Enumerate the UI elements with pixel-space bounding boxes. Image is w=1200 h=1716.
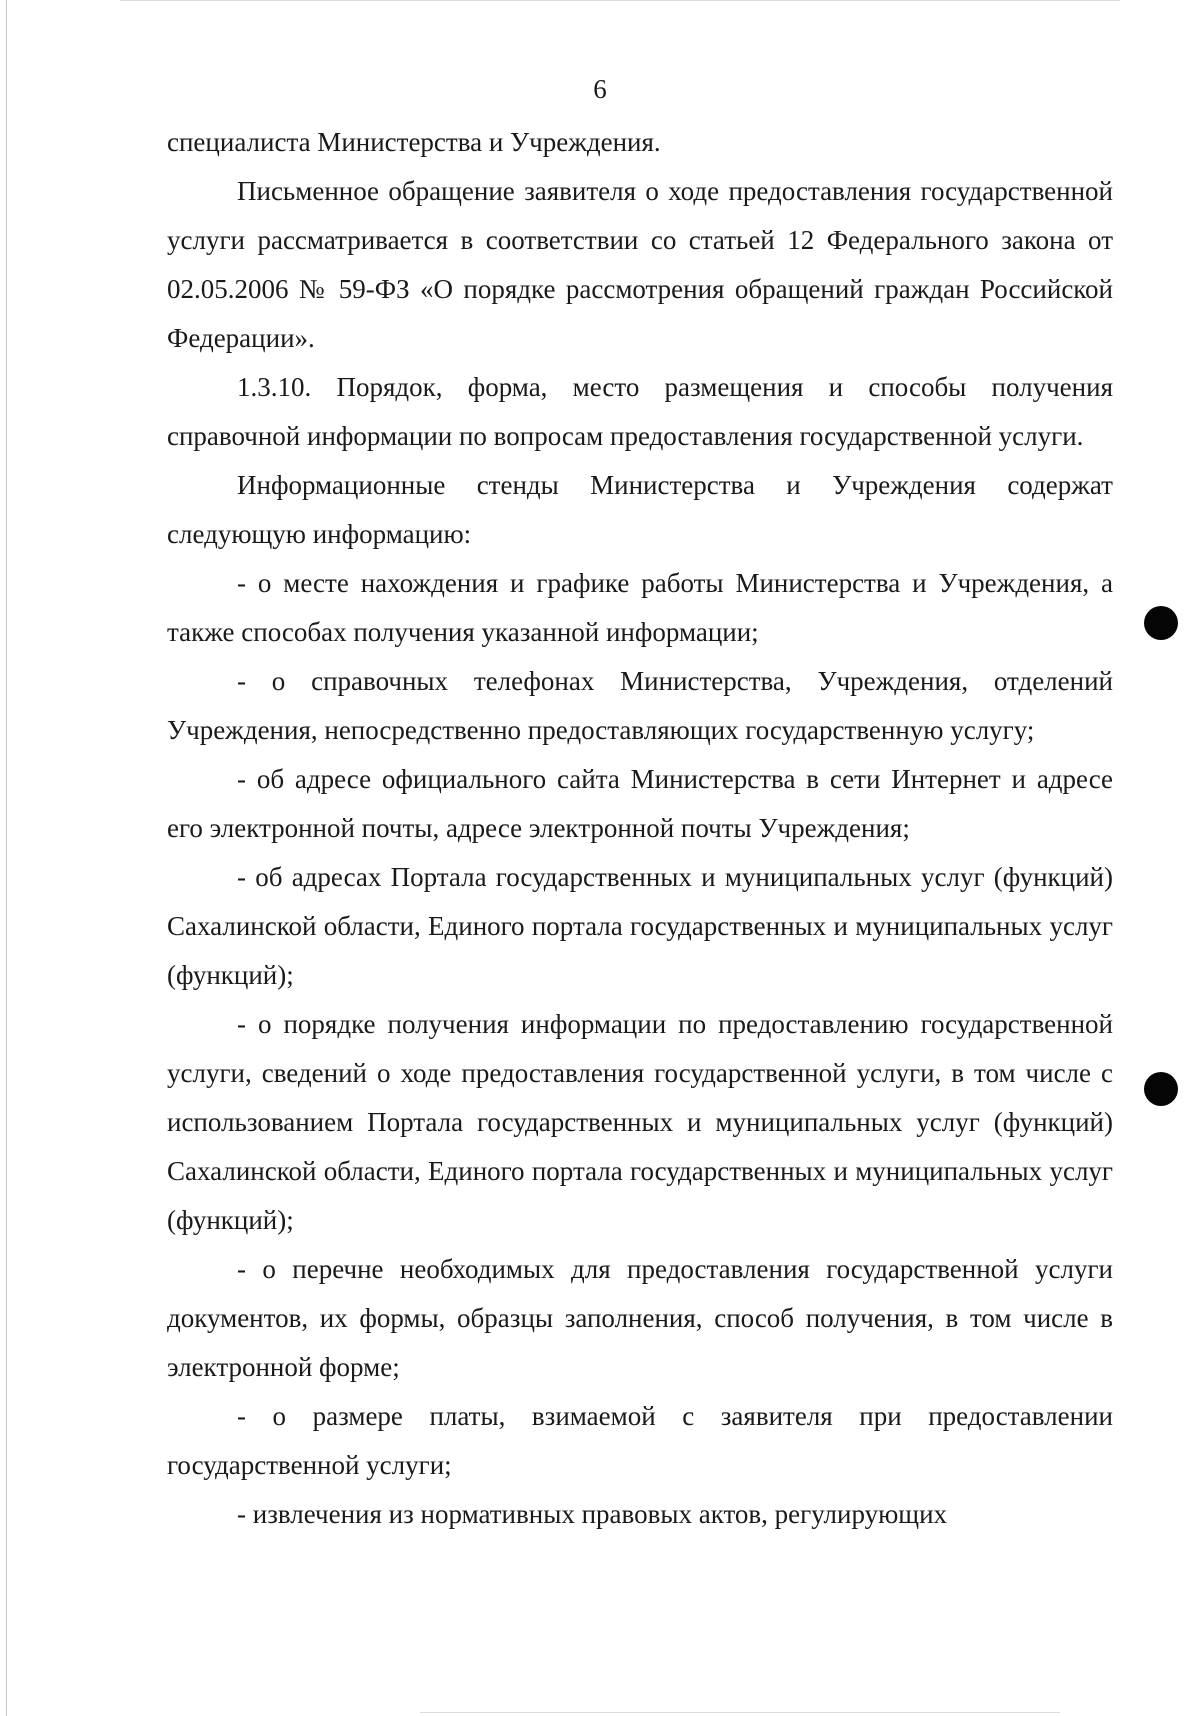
scan-bottom-line xyxy=(420,1712,1060,1713)
list-item-portals: - об адресах Портала государственных и муниципальных услуг (функций) Сахалинской области, Единого портала государственных и муниципальных услуг (функций); xyxy=(167,862,1113,990)
list-item-documents: - о перечне необходимых для предоставления государственной услуги документов, их формы, образцы заполнения, способ получения, в том числе в электронной форме; xyxy=(167,1254,1113,1382)
paragraph-section-1-3-10: 1.3.10. Порядок, форма, место размещения и способы получения справочной информации по вопросам предоставления государственной услуги. xyxy=(167,372,1113,451)
paragraph-continuation: специалиста Министерства и Учреждения. xyxy=(167,127,661,157)
list-item-info-procedure: - о порядке получения информации по предоставлению государственной услуги, сведений о ходе предоставления государственной услуги, в том числе с использованием Портала государственных и муниципальных услуг (функций) Сахалинской области, Единого портала государственных и муниципальных услуг (функций); xyxy=(167,1009,1113,1235)
list-item-phones: - о справочных телефонах Министерства, Учреждения, отделений Учреждения, непосредственно предоставляющих государственную услугу; xyxy=(167,666,1113,745)
punch-hole-mark xyxy=(1144,606,1178,640)
page-number: 6 xyxy=(593,74,607,104)
paragraph-written-appeal: Письменное обращение заявителя о ходе предоставления государственной услуги рассматривается в соответствии со статьей 12 Федерального закона от 02.05.2006 № 59-ФЗ «О порядке рассмотрения обращений граждан Российской Федерации». xyxy=(167,176,1113,353)
paragraph-info-stands: Информационные стенды Министерства и Учреждения содержат следующую информацию: xyxy=(167,470,1113,549)
list-item-extracts: - извлечения из нормативных правовых актов, регулирующих xyxy=(237,1499,948,1529)
scan-edge-line xyxy=(6,0,7,1716)
scan-top-line xyxy=(120,0,1120,1)
document-body xyxy=(167,118,1113,1539)
list-item-location: - о месте нахождения и графике работы Министерства и Учреждения, а также способах получения указанной информации; xyxy=(167,568,1113,647)
punch-hole-mark xyxy=(1144,1072,1178,1106)
list-item-fee: - о размере платы, взимаемой с заявителя при предоставлении государственной услуги; xyxy=(167,1401,1113,1480)
list-item-website: - об адресе официального сайта Министерства в сети Интернет и адресе его электронной почты, адресе электронной почты Учреждения; xyxy=(167,764,1113,843)
